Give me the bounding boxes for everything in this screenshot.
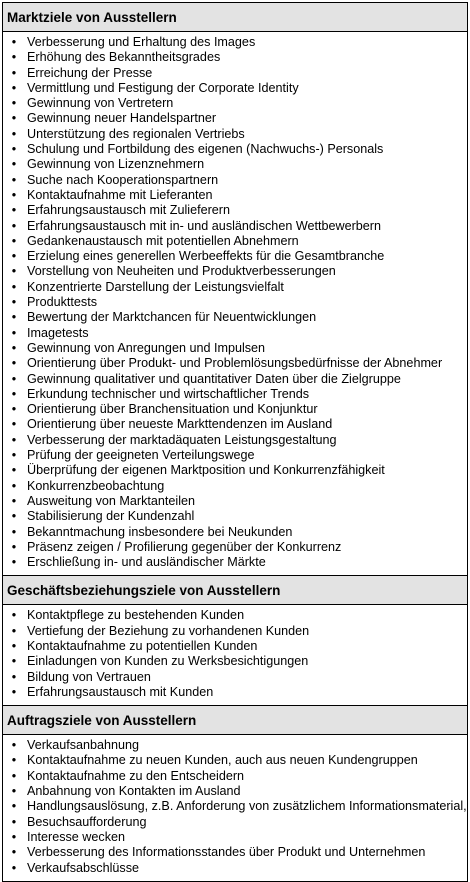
goal-list-item: [3, 310, 467, 325]
section-body-row: [3, 605, 468, 706]
goal-text: Erfahrungsaustausch mit Zulieferern: [27, 203, 230, 218]
section-body-row: [3, 32, 468, 576]
goal-text: Vorstellung von Neuheiten und Produktverbesserungen: [27, 264, 336, 279]
bullet-icon: •: [11, 172, 17, 187]
bullet-icon: •: [11, 371, 17, 386]
section-title-geschaeftsbeziehungsziele: Geschäftsbeziehungsziele von Ausstellern: [3, 576, 468, 605]
goal-text: Überprüfung der eigenen Marktposition und Konkurrenzfähigkeit: [27, 463, 385, 478]
goal-text: Vermittlung und Festigung der Corporate Identity: [27, 80, 299, 95]
goal-text: Vertiefung der Beziehung zu vorhandenen Kunden: [27, 623, 310, 638]
goal-text: Kontaktaufnahme zu den Entscheidern: [27, 768, 245, 783]
bullet-icon: •: [11, 738, 17, 753]
bullet-icon: •: [11, 669, 17, 684]
goal-text: Gewinnung von Lizenznehmern: [27, 157, 205, 172]
bullet-icon: •: [11, 509, 17, 524]
goal-text: Verkaufsanbahnung: [27, 738, 140, 753]
bullet-icon: •: [11, 310, 17, 325]
goal-list-item: [3, 784, 467, 799]
section-title-marktziele: Marktziele von Ausstellern: [3, 3, 468, 32]
bullet-icon: •: [11, 295, 17, 310]
goal-text: Kontaktaufnahme mit Lieferanten: [27, 187, 213, 202]
goal-list-item: [3, 326, 467, 341]
goal-text: Verkaufsabschlüsse: [27, 860, 140, 875]
goal-list: [3, 738, 467, 876]
goal-text: Bildung von Vertrauen: [27, 669, 151, 684]
goal-text: Orientierung über neueste Markttendenzen im Ausland: [27, 417, 333, 432]
goal-text: Erfahrungsaustausch mit Kunden: [27, 684, 214, 699]
section-list-cell: [3, 32, 468, 576]
goal-text: Erzielung eines generellen Werbeeffekts für die Gesamtbranche: [27, 249, 385, 264]
goal-list-item: [3, 509, 467, 524]
goal-text: Orientierung über Produkt- und Problemlösungsbedürfnisse der Abnehmer: [27, 356, 443, 371]
goal-text: Bekanntmachung insbesondere bei Neukunden: [27, 524, 293, 539]
goal-list-item: [3, 295, 467, 310]
goal-list-item: [3, 249, 467, 264]
goal-list-item: [3, 173, 467, 188]
bullet-icon: •: [11, 187, 17, 202]
bullet-icon: •: [11, 249, 17, 264]
bullet-icon: •: [11, 539, 17, 554]
section-body-row: [3, 735, 468, 882]
goal-list-item: [3, 861, 467, 876]
goal-text: Orientierung über Branchensituation und Konjunktur: [27, 402, 318, 417]
goal-list-item: [3, 341, 467, 356]
goal-text: Erhöhung des Bekanntheitsgrades: [27, 50, 221, 65]
bullet-icon: •: [11, 386, 17, 401]
goal-text: Unterstützung des regionalen Vertriebs: [27, 126, 245, 141]
goal-list-item: [3, 96, 467, 111]
bullet-icon: •: [11, 814, 17, 829]
goal-list-item: [3, 219, 467, 234]
bullet-icon: •: [11, 203, 17, 218]
goal-list-item: [3, 830, 467, 845]
goal-text: Ausweitung von Marktanteilen: [27, 493, 196, 508]
bullet-icon: •: [11, 478, 17, 493]
goal-text: Interesse wecken: [27, 829, 126, 844]
bullet-icon: •: [11, 463, 17, 478]
goal-list-item: [3, 203, 467, 218]
goal-text: Erreichung der Presse: [27, 65, 153, 80]
bullet-icon: •: [11, 524, 17, 539]
bullet-icon: •: [11, 654, 17, 669]
goal-list-item: [3, 639, 467, 654]
section-header-row: [3, 706, 468, 735]
bullet-icon: •: [11, 80, 17, 95]
goal-list-item: [3, 433, 467, 448]
bullet-icon: •: [11, 264, 17, 279]
goal-list-item: [3, 264, 467, 279]
bullet-icon: •: [11, 493, 17, 508]
bullet-icon: •: [11, 768, 17, 783]
goal-text: Erkundung technischer und wirtschaftlicher Trends: [27, 386, 310, 401]
bullet-icon: •: [11, 142, 17, 157]
goal-list-item: [3, 479, 467, 494]
bullet-icon: •: [11, 829, 17, 844]
goal-text: Kontaktpflege zu bestehenden Kunden: [27, 608, 245, 623]
section-header-row: [3, 3, 468, 32]
bullet-icon: •: [11, 96, 17, 111]
goal-text: Kontaktaufnahme zu neuen Kunden, auch aus neuen Kundengruppen: [27, 753, 418, 768]
goal-list-item: [3, 608, 467, 623]
bullet-icon: •: [11, 157, 17, 172]
goal-text: Verbesserung der marktadäquaten Leistungsgestaltung: [27, 432, 337, 447]
section-header-row: [3, 576, 468, 605]
bullet-icon: •: [11, 784, 17, 799]
bullet-icon: •: [11, 279, 17, 294]
goal-text: Bewertung der Marktchancen für Neuentwicklungen: [27, 310, 317, 325]
bullet-icon: •: [11, 555, 17, 570]
bullet-icon: •: [11, 860, 17, 875]
goal-list-item: [3, 417, 467, 432]
goal-text: Gewinnung von Anregungen und Impulsen: [27, 340, 266, 355]
goal-list-item: [3, 815, 467, 830]
bullet-icon: •: [11, 799, 17, 814]
bullet-icon: •: [11, 356, 17, 371]
goal-list-item: [3, 463, 467, 478]
goal-text: Anbahnung von Kontakten im Ausland: [27, 784, 241, 799]
goal-list-item: [3, 280, 467, 295]
bullet-icon: •: [11, 218, 17, 233]
goal-text: Verbesserung und Erhaltung des Images: [27, 35, 256, 49]
goal-text: Kontaktaufnahme zu potentiellen Kunden: [27, 638, 258, 653]
goal-list-item: [3, 738, 467, 753]
goal-list-item: [3, 66, 467, 81]
bullet-icon: •: [11, 65, 17, 80]
goal-list-item: [3, 81, 467, 96]
goal-list-item: [3, 624, 467, 639]
bullet-icon: •: [11, 340, 17, 355]
bullet-icon: •: [11, 111, 17, 126]
goal-list-item: [3, 142, 467, 157]
goal-list-item: [3, 540, 467, 555]
section-list-cell: [3, 735, 468, 882]
goal-list-item: [3, 127, 467, 142]
bullet-icon: •: [11, 35, 17, 49]
bullet-icon: •: [11, 432, 17, 447]
goal-list-item: [3, 35, 467, 50]
section-list-cell: [3, 605, 468, 706]
bullet-icon: •: [11, 417, 17, 432]
goal-list-item: [3, 448, 467, 463]
bullet-icon: •: [11, 684, 17, 699]
goal-text: Suche nach Kooperationspartnern: [27, 172, 219, 187]
goal-list-item: [3, 111, 467, 126]
goal-list-item: [3, 685, 467, 700]
goal-list-item: [3, 555, 467, 570]
goal-text: Konkurrenzbeobachtung: [27, 478, 165, 493]
bullet-icon: •: [11, 233, 17, 248]
goal-list-item: [3, 387, 467, 402]
goal-text: Gewinnung qualitativer und quantitativer Daten über die Zielgruppe: [27, 371, 401, 386]
goal-text: Besuchsaufforderung: [27, 814, 147, 829]
bullet-icon: •: [11, 448, 17, 463]
goal-text: Erfahrungsaustausch mit in- und ausländischen Wettbewerbern: [27, 218, 381, 233]
goal-list: [3, 35, 467, 570]
goal-list-item: [3, 188, 467, 203]
goal-text: Prüfung der geeigneten Verteilungswege: [27, 448, 255, 463]
goal-list-item: [3, 50, 467, 65]
bullet-icon: •: [11, 753, 17, 768]
goal-list-item: [3, 372, 467, 387]
goal-list-item: [3, 769, 467, 784]
bullet-icon: •: [11, 623, 17, 638]
goal-text: Handlungsauslösung, z.B. Anforderung von zusätzlichem Informationsmaterial,: [27, 799, 467, 814]
goal-list-item: [3, 525, 467, 540]
goal-text: Erschließung in- und ausländischer Märkte: [27, 555, 266, 570]
bullet-icon: •: [11, 608, 17, 623]
goal-list-item: [3, 356, 467, 371]
bullet-icon: •: [11, 638, 17, 653]
goal-text: Schulung und Fortbildung des eigenen (Nachwuchs-) Personals: [27, 142, 384, 157]
goal-list: [3, 608, 467, 700]
goal-text: Stabilisierung der Kundenzahl: [27, 509, 195, 524]
bullet-icon: •: [11, 50, 17, 65]
goal-list-item: [3, 157, 467, 172]
section-title-auftragsziele: Auftragsziele von Ausstellern: [3, 706, 468, 735]
bullet-icon: •: [11, 845, 17, 860]
goal-text: Imagetests: [27, 325, 89, 340]
goal-list-item: [3, 845, 467, 860]
goal-text: Einladungen von Kunden zu Werksbesichtigungen: [27, 654, 309, 669]
bullet-icon: •: [11, 126, 17, 141]
goal-text: Verbesserung des Informationsstandes über Produkt und Unternehmen: [27, 845, 426, 860]
goal-list-item: [3, 402, 467, 417]
goal-text: Präsenz zeigen / Profilierung gegenüber der Konkurrenz: [27, 539, 342, 554]
goal-list-item: [3, 234, 467, 249]
goal-text: Konzentrierte Darstellung der Leistungsvielfalt: [27, 279, 284, 294]
goal-list-item: [3, 670, 467, 685]
goal-list-item: [3, 654, 467, 669]
bullet-icon: •: [11, 402, 17, 417]
goal-list-item: [3, 494, 467, 509]
exhibitor-goals-table: [2, 2, 468, 882]
goal-list-item: [3, 753, 467, 768]
goal-text: Produkttests: [27, 295, 97, 310]
goal-text: Gewinnung von Vertretern: [27, 96, 174, 111]
goal-text: Gewinnung neuer Handelspartner: [27, 111, 217, 126]
goal-text: Gedankenaustausch mit potentiellen Abnehmern: [27, 233, 299, 248]
bullet-icon: •: [11, 325, 17, 340]
goal-list-item: [3, 799, 467, 814]
